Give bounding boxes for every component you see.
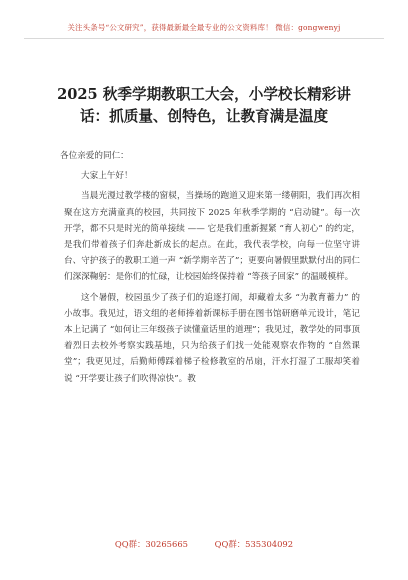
document-body xyxy=(60,148,360,389)
footer xyxy=(0,538,408,550)
title-line-2: 话：抓质量、创特色，让教育满是温度 xyxy=(79,108,329,125)
paragraph-1: 当晨光漫过教学楼的窗棂，当操场的跑道又迎来第一缕朝阳，我们再次相聚在这方充满童真的校园，共同按下 2025 年秋季学期的 “启动键”。每一次开学，都不只是时光的简单接续 —— 它是我们重新握紧 “育人初心” 的约定，是我们带着孩子们奔赴新成长的起点。在此，我代表学校，向每一位坚守讲台、守护孩子的教职工道一声 “新学期辛苦了”；更要向暑假里默默付出的同仁们深深鞠躬：是你们的忙碌，让校园始终保持着 “等孩子回家” 的温暖模样。 xyxy=(64,191,360,283)
header-divider xyxy=(24,38,384,39)
title-line-1: 2025 秋季学期教职工大会，小学校长精彩讲 xyxy=(57,86,351,103)
footer-qq-group-1: QQ群：30265665 xyxy=(114,539,188,549)
document-title xyxy=(30,84,378,128)
header-notice: 关注头条号“公文研究”，获得最新最全最专业的公文资料库！ 微信：gongwenyj xyxy=(67,23,341,32)
greeting: 大家上午好！ xyxy=(81,171,133,182)
footer-qq-group-2: QQ群：535304092 xyxy=(214,539,294,549)
paragraph-2: 这个暑假，校园虽少了孩子们的追逐打闹，却藏着太多 “为教育蓄力” 的小故事。我见过，语文组的老师捧着新课标手册在图书馆研磨单元设计，笔记本上记满了 “如何让三年级孩子读懂童话里的道理”；我见过，教学处的同事顶着烈日去校外考察实践基地，只为给孩子们找一处能观察农作物的 “自然课堂”；我更见过，后勤师傅踩着梯子检修教室的吊扇，汗水打湿了工服却笑着说 “开学要让孩子们吹得凉快”。教 xyxy=(64,292,360,384)
salutation: 各位亲爱的同仁： xyxy=(60,151,129,161)
